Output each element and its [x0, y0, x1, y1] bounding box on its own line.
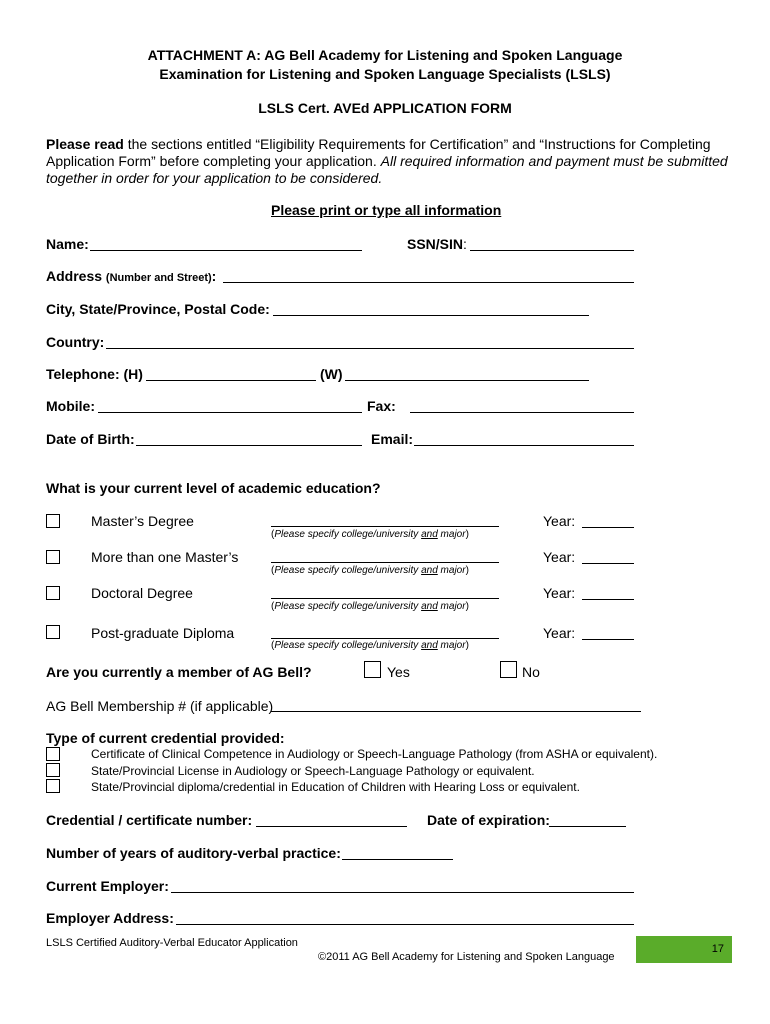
address-text: Address — [46, 268, 103, 284]
masters-hint: (Please specify college/university and major) — [271, 529, 469, 540]
doctoral-hint: (Please specify college/university and major) — [271, 601, 469, 612]
intro-line2-italic: All required information and payment must be submitted — [380, 153, 728, 169]
membership-yes-label: Yes — [387, 664, 410, 680]
city-field[interactable] — [273, 315, 589, 316]
name-field[interactable] — [90, 250, 362, 251]
multiple-masters-checkbox[interactable] — [46, 550, 60, 564]
postgrad-year-field[interactable] — [582, 639, 634, 640]
membership-number-field[interactable] — [271, 711, 641, 712]
ssn-field[interactable] — [470, 250, 634, 251]
address-note: (Number and Street) — [105, 272, 212, 284]
country-label: Country: — [46, 334, 105, 350]
form-title: LSLS Cert. AVEd APPLICATION FORM — [258, 100, 512, 116]
print-notice: Please print or type all information — [271, 202, 502, 218]
ccc-label: Certificate of Clinical Competence in Audiology or Speech-Language Pathology (from ASHA or equivalent). — [91, 747, 658, 761]
masters-year-field[interactable] — [582, 527, 634, 528]
intro-line1: the sections entitled “Eligibility Requirements for Certification” and “Instructions for Completing — [123, 136, 711, 152]
page-number-box — [636, 936, 732, 963]
years-practice-label: Number of years of auditory-verbal practice: — [46, 845, 341, 861]
ssn-label — [407, 236, 467, 252]
footer-copyright: ©2011 AG Bell Academy for Listening and Spoken Language — [318, 951, 615, 963]
name-label: Name: — [46, 236, 89, 252]
postgrad-college-field[interactable] — [271, 638, 499, 639]
masters-checkbox[interactable] — [46, 514, 60, 528]
mobile-label: Mobile: — [46, 398, 95, 414]
dob-label: Date of Birth: — [46, 431, 135, 447]
masters-college-field[interactable] — [271, 526, 499, 527]
footer-left: LSLS Certified Auditory-Verbal Educator Application — [46, 937, 298, 949]
membership-no-checkbox[interactable] — [500, 661, 517, 678]
diploma-label: State/Provincial diploma/credential in Education of Children with Hearing Loss or equivalent. — [91, 780, 580, 794]
doctoral-checkbox[interactable] — [46, 586, 60, 600]
intro-paragraph — [46, 136, 736, 187]
multiple-masters-year-label: Year: — [543, 549, 576, 565]
telephone-h-field[interactable] — [146, 380, 316, 381]
employer-label: Current Employer: — [46, 878, 169, 894]
telephone-w-label: (W) — [320, 366, 343, 382]
expiration-label: Date of expiration: — [427, 812, 550, 828]
dob-field[interactable] — [136, 445, 362, 446]
multiple-masters-college-field[interactable] — [271, 562, 499, 563]
intro-line3: together in order for your application to be considered. — [46, 170, 383, 186]
title-line-1: ATTACHMENT A: AG Bell Academy for Listening and Spoken Language — [147, 47, 623, 63]
please-read: Please read — [46, 136, 124, 152]
mobile-field[interactable] — [98, 412, 362, 413]
telephone-h-label: Telephone: (H) — [46, 366, 143, 382]
masters-year-label: Year: — [543, 513, 576, 529]
telephone-w-field[interactable] — [345, 380, 589, 381]
ssn-text: SSN/SIN — [407, 236, 464, 252]
city-label: City, State/Province, Postal Code: — [46, 301, 270, 317]
multiple-masters-year-field[interactable] — [582, 563, 634, 564]
postgrad-hint: (Please specify college/university and major) — [271, 640, 469, 651]
education-question: What is your current level of academic education? — [46, 480, 381, 496]
employer-address-field[interactable] — [176, 924, 634, 925]
credential-number-label: Credential / certificate number: — [46, 812, 253, 828]
credential-number-field[interactable] — [256, 826, 407, 827]
multiple-masters-label: More than one Master’s — [91, 549, 239, 565]
ssn-colon: : — [463, 236, 467, 252]
address-label — [46, 268, 216, 284]
doctoral-college-field[interactable] — [271, 598, 499, 599]
license-label: State/Provincial License in Audiology or Speech-Language Pathology or equivalent. — [91, 764, 535, 778]
diploma-checkbox[interactable] — [46, 779, 60, 793]
postgrad-label: Post-graduate Diploma — [91, 625, 235, 641]
email-field[interactable] — [414, 445, 634, 446]
fax-field[interactable] — [410, 412, 634, 413]
membership-number-label: AG Bell Membership # (if applicable) — [46, 698, 274, 714]
intro-line2: Application Form” before completing your application. — [46, 153, 381, 169]
doctoral-year-field[interactable] — [582, 599, 634, 600]
credential-heading: Type of current credential provided: — [46, 730, 285, 746]
title-line-2: Examination for Listening and Spoken Language Specialists (LSLS) — [159, 66, 611, 82]
doctoral-year-label: Year: — [543, 585, 576, 601]
membership-question: Are you currently a member of AG Bell? — [46, 664, 312, 680]
years-practice-field[interactable] — [342, 859, 453, 860]
address-colon: : — [211, 268, 217, 284]
email-label: Email: — [371, 431, 414, 447]
membership-no-label: No — [522, 664, 540, 680]
postgrad-year-label: Year: — [543, 625, 576, 641]
postgrad-checkbox[interactable] — [46, 625, 60, 639]
license-checkbox[interactable] — [46, 763, 60, 777]
masters-label: Master’s Degree — [91, 513, 194, 529]
fax-label: Fax: — [367, 398, 396, 414]
doctoral-label: Doctoral Degree — [91, 585, 193, 601]
expiration-field[interactable] — [549, 826, 626, 827]
employer-field[interactable] — [171, 892, 634, 893]
page-number: 17 — [711, 943, 724, 955]
country-field[interactable] — [106, 348, 634, 349]
employer-address-label: Employer Address: — [46, 910, 174, 926]
address-field[interactable] — [223, 282, 634, 283]
multiple-masters-hint: (Please specify college/university and major) — [271, 565, 469, 576]
ccc-checkbox[interactable] — [46, 747, 60, 761]
membership-yes-checkbox[interactable] — [364, 661, 381, 678]
